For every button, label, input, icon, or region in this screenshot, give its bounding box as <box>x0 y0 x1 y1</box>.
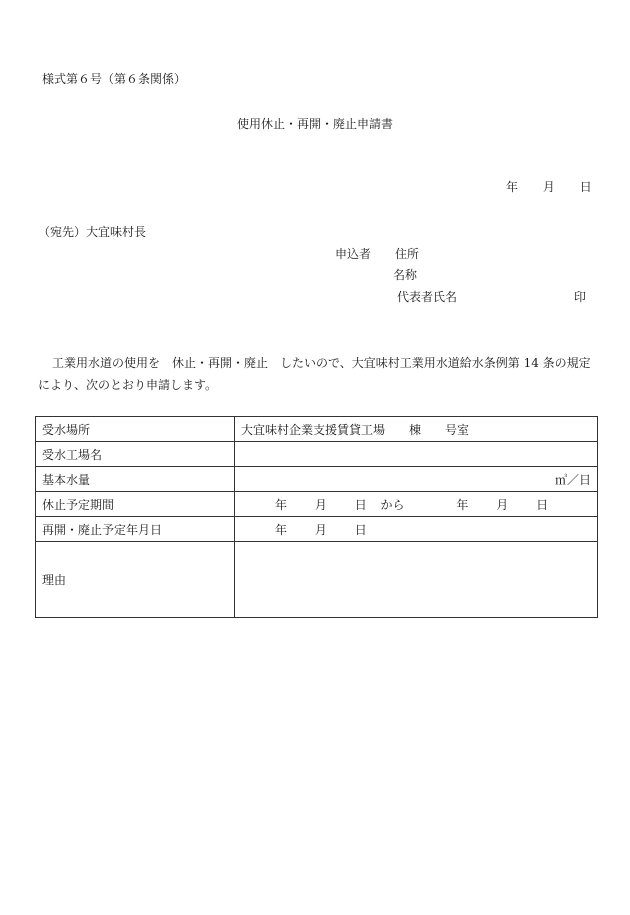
page-title: 使用休止・再開・廃止申請書 <box>236 117 393 131</box>
table-row <box>36 542 598 618</box>
period-from: から <box>380 497 405 512</box>
period-month2: 月 <box>496 497 509 512</box>
row-value-basic-volume[interactable]: ㎥／日 <box>235 467 598 492</box>
row-value-location[interactable]: 大宜味村企業支援賃貸工場 棟 号室 <box>235 417 598 442</box>
row-value-reason[interactable] <box>235 542 598 618</box>
row-value-factory-name[interactable] <box>235 442 598 467</box>
representative-label: 代表者氏名 <box>397 290 458 304</box>
date-month-label: 月 <box>542 180 555 194</box>
company-name-label: 名称 <box>393 268 418 282</box>
period-day1: 日 <box>354 497 367 512</box>
row-label-suspension-period: 休止予定期間 <box>36 492 235 517</box>
body-text: 工業用水道の使用を 休止・再開・廃止 したいので、大宜味村工業用水道給水条例第 14 条の規定により、次のとおり申請します。 <box>38 356 591 392</box>
resume-day: 日 <box>354 522 367 537</box>
table-row <box>36 492 598 517</box>
period-year2: 年 <box>456 497 469 512</box>
resume-year: 年 <box>275 522 288 537</box>
period-day2: 日 <box>536 497 549 512</box>
resume-month: 月 <box>314 522 327 537</box>
form-number: 様式第６号（第６条関係） <box>42 72 187 86</box>
date-year-label: 年 <box>506 180 519 194</box>
period-year1: 年 <box>275 497 288 512</box>
row-label-reason: 理由 <box>36 542 235 618</box>
addressee: （宛先）大宜味村長 <box>38 225 147 239</box>
row-label-basic-volume: 基本水量 <box>36 467 235 492</box>
table-row <box>36 442 598 467</box>
row-value-suspension-period[interactable] <box>235 492 598 517</box>
application-table <box>35 416 598 618</box>
date-line <box>506 180 592 194</box>
table-row <box>36 417 598 442</box>
date-day-label: 日 <box>579 180 592 194</box>
seal-label: 印 <box>574 290 587 304</box>
row-value-resume-date[interactable] <box>235 517 598 542</box>
period-month1: 月 <box>314 497 327 512</box>
address-label: 住所 <box>395 247 420 261</box>
table-row <box>36 467 598 492</box>
row-label-factory-name: 受水工場名 <box>36 442 235 467</box>
applicant-label: 申込者 <box>335 247 372 261</box>
row-label-location: 受水場所 <box>36 417 235 442</box>
row-label-resume-date: 再開・廃止予定年月日 <box>36 517 235 542</box>
table-row <box>36 517 598 542</box>
